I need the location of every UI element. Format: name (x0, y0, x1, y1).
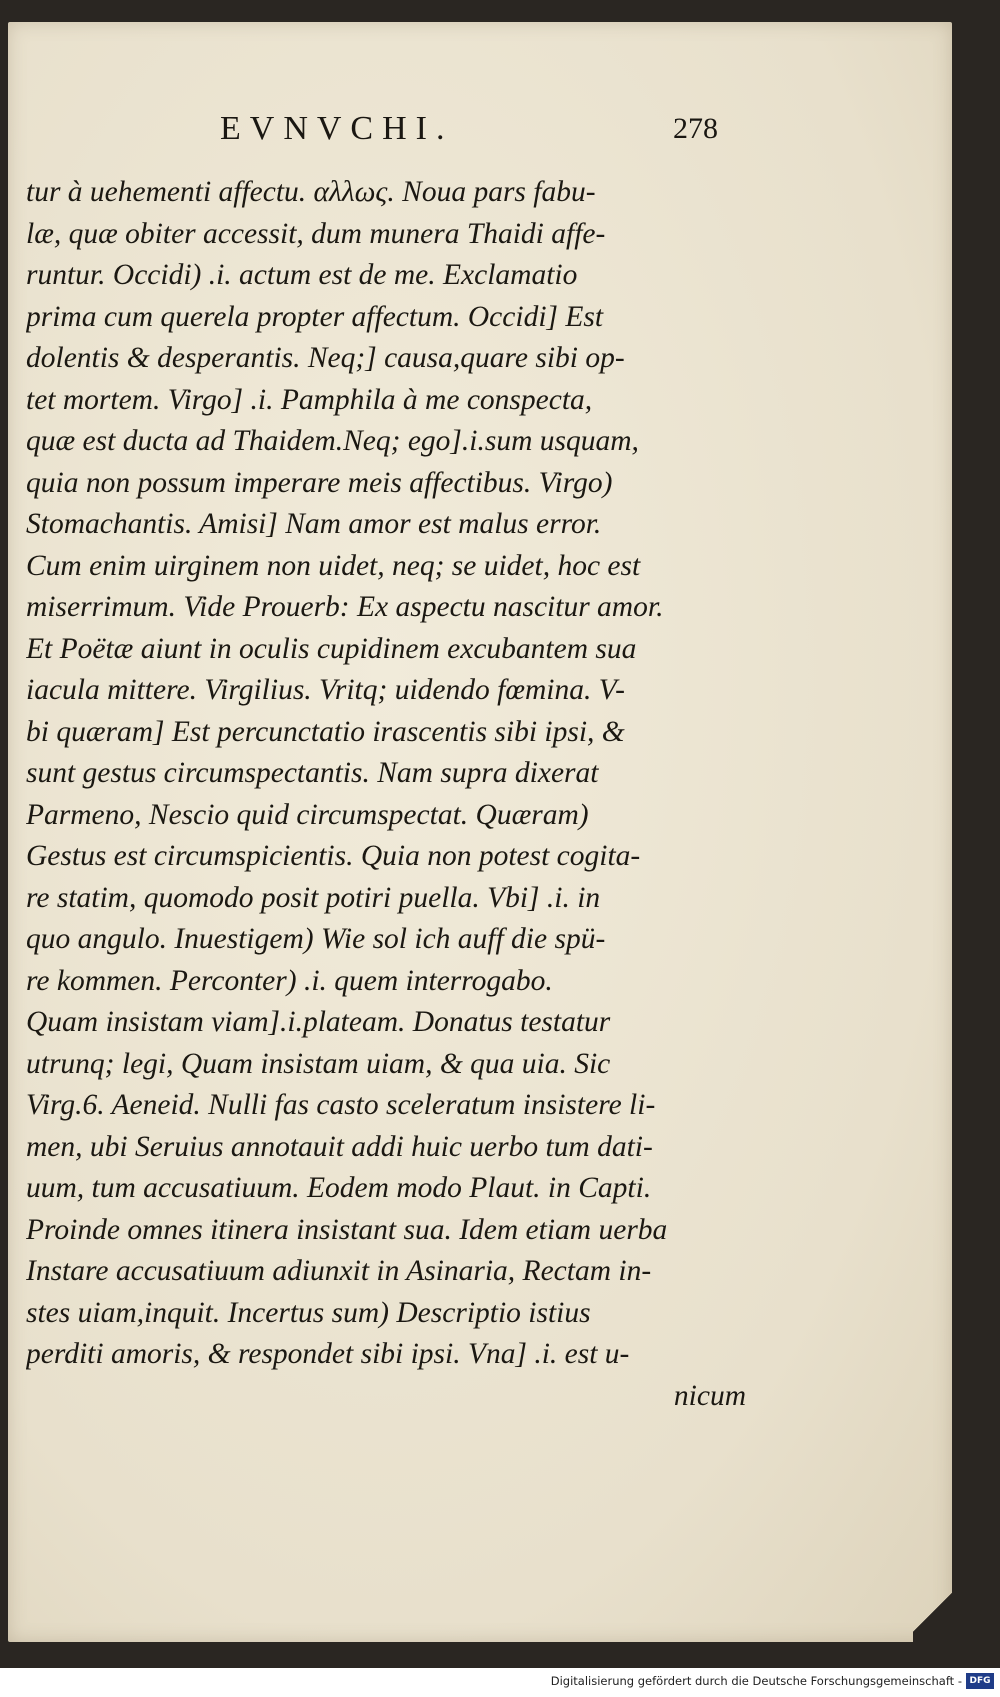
text-line: utrunq; legi, Quam insistam uiam, & qua uia. Sic (26, 1047, 611, 1080)
text-line: læ, quæ obiter accessit, dum munera Thaidi affe- (26, 217, 606, 250)
book-page (8, 22, 952, 1642)
dfg-logo-icon: DFG (966, 1673, 994, 1689)
page-header (8, 110, 952, 160)
text-line: re statim, quomodo posit potiri puella. Vbi] .i. in (26, 881, 601, 914)
text-line: bi quæram] Est percunctatio irascentis sibi ipsi, & (26, 715, 625, 748)
text-line: tur à uehementi affectu. αλλως. Noua pars fabu- (26, 176, 596, 208)
text-line: Cum enim uirginem non uidet, neq; se uidet, hoc est (26, 549, 641, 582)
text-line: quæ est ducta ad Thaidem.Neq; ego].i.sum usquam, (26, 425, 639, 457)
text-line: quia non possum imperare meis affectibus. Virgo) (26, 466, 613, 499)
text-line: uum, tum accusatiuum. Eodem modo Plaut. in Capti. (26, 1172, 652, 1204)
body-text (26, 172, 746, 1417)
text-line: Proinde omnes itinera insistant sua. Idem etiam uerba (26, 1213, 668, 1246)
page-number: 278 (673, 112, 718, 145)
catchword: nicum (673, 1379, 746, 1412)
text-line: miserrimum. Vide Prouerb: Ex aspectu nascitur amor. (26, 591, 664, 623)
text-line: Quam insistam viam].i.plateam. Donatus testatur (26, 1006, 611, 1038)
text-line: Et Poëtæ aiunt in oculis cupidinem excubantem sua (26, 632, 637, 665)
running-head: EVNVCHI. (220, 110, 454, 147)
funding-credit: Digitalisierung gefördert durch die Deutsche Forschungsgemeinschaft - (550, 1674, 962, 1688)
text-line: Parmeno, Nescio quid circumspectat. Quæram) (26, 798, 589, 831)
text-line: stes uiam,inquit. Incertus sum) Descriptio istius (26, 1296, 591, 1329)
text-line: Instare accusatiuum adiunxit in Asinaria, Rectam in- (26, 1255, 652, 1287)
text-line: Gestus est circumspicientis. Quia non potest cogita- (26, 840, 641, 872)
text-line: Virg.6. Aeneid. Nulli fas casto sceleratum insistere li- (26, 1089, 656, 1121)
text-line: iacula mittere. Virgilius. Vritq; uidendo fœmina. V- (26, 674, 625, 706)
text-line: re kommen. Perconter) .i. quem interrogabo. (26, 964, 553, 997)
text-line: prima cum querela propter affectum. Occidi] Est (26, 300, 604, 333)
text-line: dolentis & desperantis. Neq;] causa,quare sibi op- (26, 342, 625, 374)
text-line: perditi amoris, & respondet sibi ipsi. Vna] .i. est u- (26, 1338, 630, 1370)
text-line: runtur. Occidi) .i. actum est de me. Exclamatio (26, 259, 578, 291)
text-line: men, ubi Seruius annotauit addi huic uerbo tum dati- (26, 1130, 653, 1163)
text-line: quo angulo. Inuestigem) Wie sol ich auff die spü- (26, 923, 606, 955)
text-line: tet mortem. Virgo] .i. Pamphila à me conspecta, (26, 383, 593, 416)
text-line: sunt gestus circumspectantis. Nam supra dixerat (26, 757, 599, 789)
text-line: Stomachantis. Amisi] Nam amor est malus error. (26, 508, 602, 540)
footer-bar (0, 1668, 1000, 1697)
